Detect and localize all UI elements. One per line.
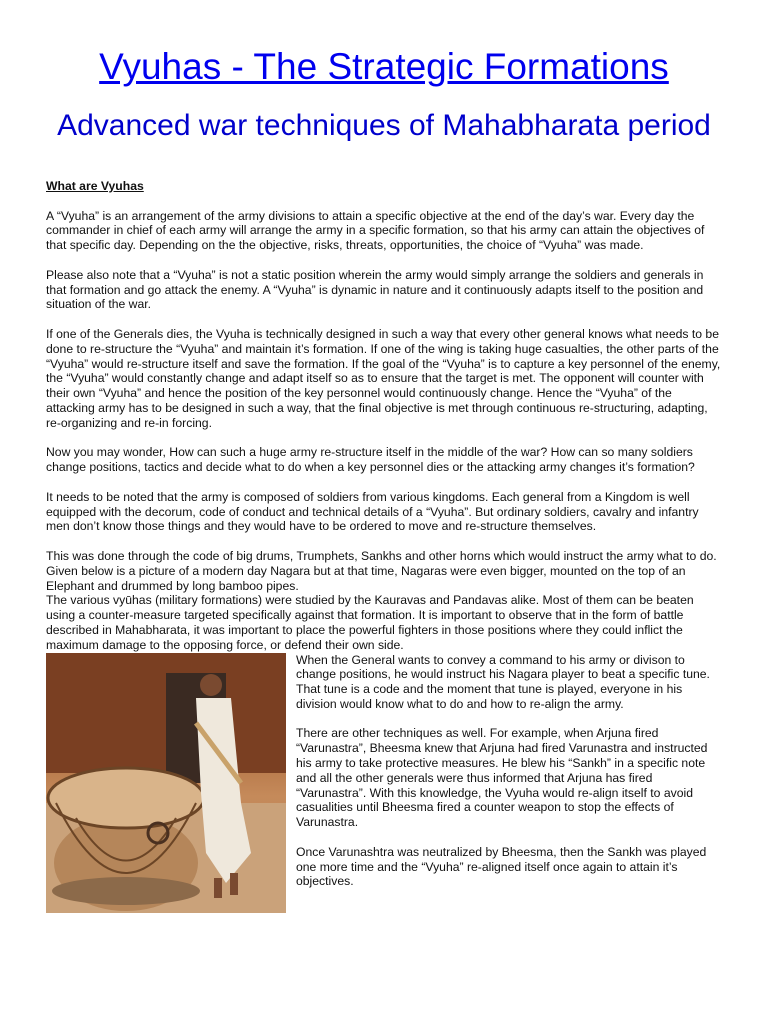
paragraph-6: This was done through the code of big drums, Trumphets, Sankhs and other horns which would instruct the army what to do. Given below is a picture of a modern day Nagara but at that time, Nagaras were even bigger, mounted on the top of an Elephant and drummed by long bamboo pipes. (46, 548, 717, 593)
paragraph-8: When the General wants to convey a command to his army or divison to change positions, he would instruct his Nagara player to beat a specific tune. That tune is a code and the moment that tune is played, everyone in his division would know what to do and how to re-align the army. (296, 652, 710, 711)
paragraph-4: Now you may wonder, How can such a huge army re-structure itself in the middle of the war? How can so many soldiers change positions, tactics and decide what to do when a key personnel dies or the attacking army changes it’s formation? (46, 445, 695, 475)
paragraph-1: A “Vyuha” is an arrangement of the army divisions to attain a specific objective at the end of the day’s war. Every day the commander in chief of each army will arrange the army in a specific formation, so that his army can attain the objectives of that specific day. Depending on the the objective, risks, threats, opportunities, the choice of “Vyuha” was made. (46, 208, 705, 253)
paragraph-2: Please also note that a “Vyuha” is not a static position wherein the army would simply arrange the soldiers and generals in that formation and go attack the enemy. A “Vyuha” is dynamic in nature and it continuously adapts itself to the position and situation of the war. (46, 267, 704, 312)
nagara-drum-photo (46, 653, 286, 913)
article-body (46, 179, 722, 917)
paragraph-7-start (46, 593, 722, 652)
section-heading: What are Vyuhas (46, 179, 144, 193)
right-column (296, 653, 722, 831)
paragraph-3: If one of the Generals dies, the Vyuha is technically designed in such a way that every other general knows what needs to be done to re-structure the “Vyuha” and maintain it’s formation. If one of the wing is taking huge casualties, the other parts of the “Vyuha” would re-structure itself and save the formation. If the goal of the “Vyuha” is to capture a key personnel of the enemy, the “Vyuha” would constantly change and adapt itself so as to ensure that the target is met. The opponent will counter with their own “Vyuha” and hence the position of the key personnel would continuously change. Hence the “Vyuha” of the attacking army has to be designed in such a way, that the final objective is met through continuous re-structuring, adapting, re-organizing and re-in forcing. (46, 326, 721, 430)
page-subtitle: Advanced war techniques of Mahabharata period (57, 109, 711, 142)
page-title[interactable]: Vyuhas - The Strategic Formations (99, 46, 669, 87)
paragraph-7: The various vyūhas (military formations) were studied by the Kauravas and Pandavas alike. Most of them can be beaten using a counter-measure targeted specifically against that formation. It is important to observe that in the form of battle described in Mahabharata, it was important to place the powerful fighters in those positions where they could inflict the maximum damage to the opposing force, or defend their own side. (46, 593, 694, 652)
paragraph-5: It needs to be noted that the army is composed of soldiers from various kingdoms. Each general from a Kingdom is well equipped with the decorum, code of conduct and technical details of a “Vyuha”. But ordinary soldiers, cavalry and infantry men don’t know those things and they would have to be ordered to move and re-structure themselves. (46, 489, 699, 534)
paragraph-9: There are other techniques as well. For example, when Arjuna fired “Varunastra”, Bheesma knew that Arjuna had fired Varunastra and instructed his army to take protective measures. He blew his “Sankh” in a specific note and all the other generals were thus informed that Arjuna has fired “Varunastra”. With this knowledge, the Vyuha would re-align itself to avoid casualities until Bheesma fired a counter weapon to stop the effects of Varunastra. (296, 726, 708, 830)
nagara-drum-icon (46, 653, 286, 913)
paragraph-10: Once Varunashtra was neutralized by Bheesma, then the Sankh was played one more time and the “Vyuha” re-aligned itself once again to attain it’s objectives. (296, 844, 707, 889)
